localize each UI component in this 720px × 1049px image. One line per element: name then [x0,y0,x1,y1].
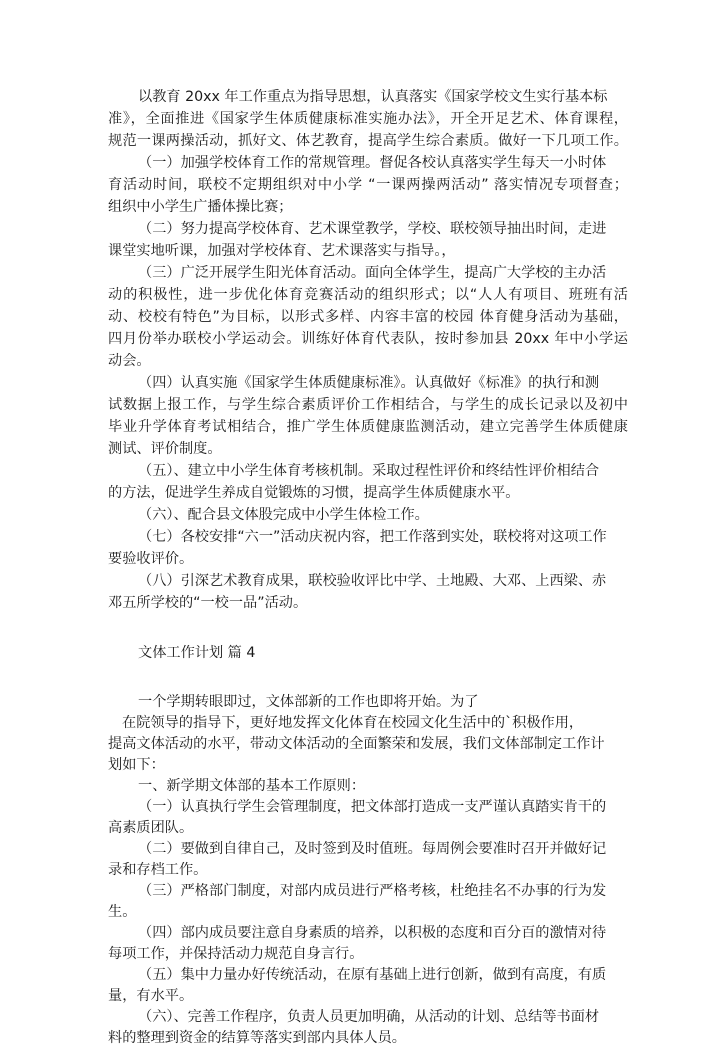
paragraph-line: （一）认真执行学生会管理制度，把文体部打造成一支严谨认真踏实肯干的 [138,799,607,815]
paragraph-line: 毕业升学体育考试相结合，推广学生体质健康监测活动，建立完善学生体质健康 [108,419,628,435]
paragraph-line: 量，有水平。 [108,988,194,1004]
paragraph-line: 要验收评价。 [108,551,194,567]
paragraph-line: 育活动时间，联校不定期组织对中小学 “一课两操两活动” 落实情况专项督查； [108,177,628,193]
paragraph-line: （二）要做到自律自己，及时签到及时值班。每周例会要准时召开并做好记 [138,841,607,857]
paragraph-line: 动、校校有特色”为目标，以形式多样、内容丰富的校园 体育健身活动为基础， [108,309,628,325]
paragraph-line: （二）努力提高学校体育、艺术课堂教学，学校、联校领导抽出时间，走进 [138,221,607,237]
paragraph-line: 的方法，促进学生养成自觉锻炼的习惯，提高学生体质健康水平。 [108,485,520,501]
paragraph-line: （六）、配合县文体股完成中小学生体检工作。 [138,507,429,523]
section-heading: 文体工作计划 篇 4 [138,645,256,661]
paragraph-line: （八）引深艺术教育成果，联校验收评比中学、土地殿、大邓、上西梁、赤 [138,573,607,589]
paragraph-line: （一）加强学校体育工作的常规管理。督促各校认真落实学生每天一小时体 [138,155,607,171]
paragraph-line: 一、新学期文体部的基本工作原则： [138,778,366,794]
paragraph-line: 提高文体活动的水平，带动文体活动的全面繁荣和发展，我们文体部制定工作计 [108,736,605,752]
paragraph-line: 划如下： [108,757,165,773]
paragraph-line: 动会。 [108,353,151,369]
paragraph-line: （三）严格部门制度，对部内成员进行严格考核，杜绝挂名不办事的行为发 [138,883,607,899]
paragraph-line: 高素质团队。 [108,820,194,836]
paragraph-line: 每项工作，并保持活动力规范自身言行。 [108,946,364,962]
paragraph-line: （四）部内成员要注意自身素质的培养，以积极的态度和百分百的激情对待 [138,925,607,941]
paragraph-line: （三）广泛开展学生阳光体育活动。面向全体学生，提高广大学校的主办活 [138,265,607,281]
paragraph-line: 生。 [108,904,137,920]
paragraph-line: 规范一课两操活动，抓好文、体艺教育，提高学生综合素质。做好一下几项工作。 [108,133,628,149]
paragraph-line: （六）、完善工作程序，负责人员更加明确，从活动的计划、总结等书面材 [138,1009,600,1025]
paragraph-line: 在院领导的指导下，更好地发挥文化体育在校园文化生活中的`积极作用， [122,715,584,731]
paragraph-line: 四月份举办联校小学运动会。训练好体育代表队，按时参加县 20xx 年中小学运 [108,331,628,347]
paragraph-line: （五）集中力量办好传统活动，在原有基础上进行创新，做到有高度，有质 [138,967,607,983]
paragraph-line: 测试、评价制度。 [108,441,222,457]
paragraph-line: 组织中小学生广播体操比赛； [108,199,293,215]
paragraph-line: 料的整理到资金的结算等落实到部内具体人员。 [108,1030,406,1046]
paragraph-line: 课堂实地听课，加强对学校体育、艺术课落实与指导。， [108,243,456,259]
paragraph-line: 一个学期转眼即过，文体部新的工作也即将开始。为了 [138,694,479,710]
paragraph-line: 动的积极性，进一步优化体育竞赛活动的组织形式；以“人人有项目、班班有活 [108,287,628,303]
paragraph-line: 邓五所学校的“一校一品”活动。 [108,595,308,611]
paragraph-line: 录和存档工作。 [108,862,208,878]
paragraph-line: （四）认真实施《国家学生体质健康标准》。认真做好《标准》的执行和测 [138,375,600,391]
paragraph-line: 试数据上报工作，与学生综合素质评价工作相结合，与学生的成长记录以及初中 [108,397,628,413]
paragraph-line: （七）各校安排“六一”活动庆祝内容，把工作落到实处，联校将对这项工作 [138,529,607,545]
paragraph-line: 准》，全面推进《国家学生体质健康标准实施办法》，开全开足艺术、体育课程， [108,111,628,127]
paragraph-line: 以教育 20xx 年工作重点为指导思想，认真落实《国家学校文生实行基本标 [138,89,608,105]
paragraph-line: （五）、建立中小学生体育考核机制。采取过程性评价和终结性评价相结合 [138,463,600,479]
